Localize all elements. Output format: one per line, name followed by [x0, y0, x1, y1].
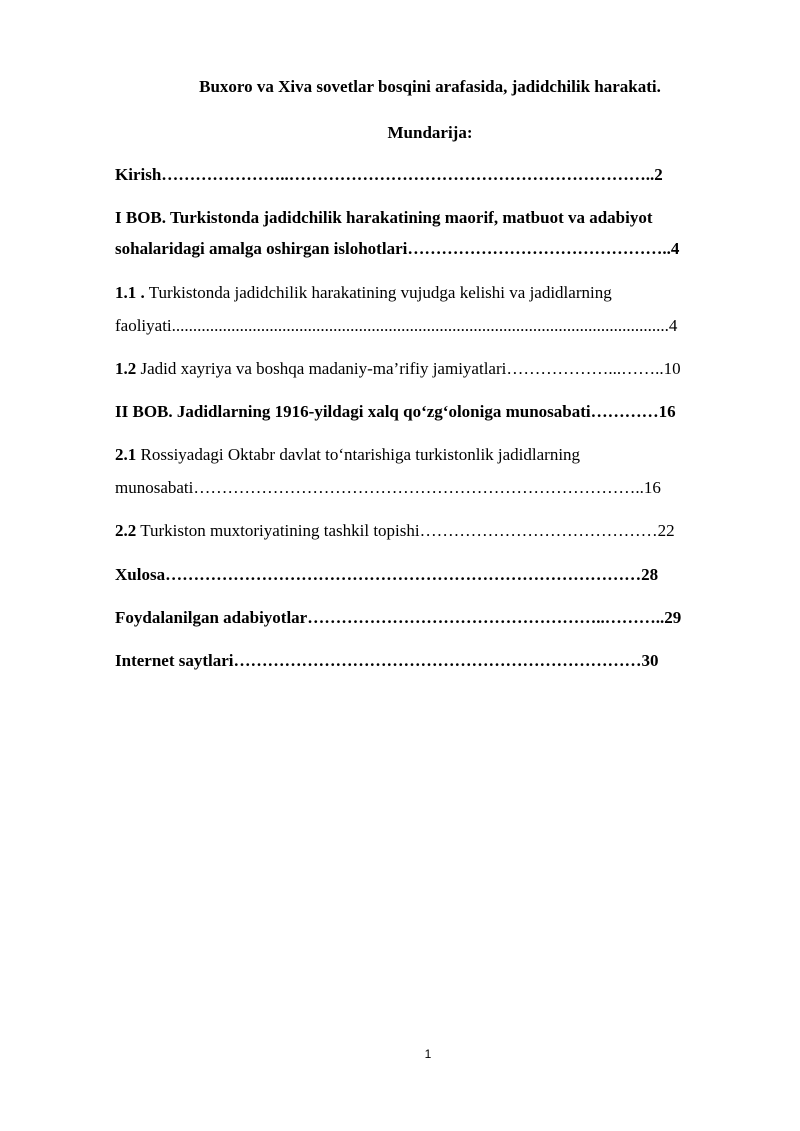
toc-entry-xulosa: Xulosa…………………………………………………………………………28: [115, 565, 659, 584]
toc-entry-2-2: [115, 520, 675, 542]
toc-entry-internet-sites: Internet saytlari………………………………………………………………30: [115, 651, 659, 670]
toc-entry-chapter-1-line-2: sohalaridagi amalga oshirgan islohotlari………………………………………..4: [115, 239, 680, 258]
toc-entry-1-1-text: Turkistonda jadidchilik harakatining vujudga kelishi va jadidlarning: [144, 283, 612, 302]
toc-entry-2-2-text: Turkiston muxtoriyatining tashkil topishi……………………………………22: [136, 521, 675, 540]
toc-entry-chapter-1-line-1: I BOB. Turkistonda jadidchilik harakatining maorif, matbuot va adabiyot: [115, 208, 653, 227]
toc-entry-1-2: [115, 358, 681, 380]
toc-entry-2-1-number: 2.1: [115, 445, 137, 464]
toc-entry-1-1-number: 1.1 .: [115, 283, 145, 302]
toc-entry-chapter-2: II BOB. Jadidlarning 1916-yildagi xalq qo‘zg‘oloniga munosabati…………16: [115, 402, 676, 421]
toc-entry-2-1-text: Rossiyadagi Oktabr davlat to‘ntarishiga turkistonlik jadidlarning: [136, 445, 581, 464]
toc-entry-references: Foydalanilgan adabiyotlar……………………………………………..………..29: [115, 608, 682, 627]
toc-entry-1-1-line-2: faoliyati.....................................................................................................................4: [115, 316, 678, 335]
document-title: Buxoro va Xiva sovetlar bosqini arafasida, jadidchilik harakati.: [199, 77, 661, 96]
toc-entry-1-2-number: 1.2: [115, 359, 137, 378]
toc-entry-1-1-line-1: [115, 282, 612, 304]
toc-entry-1-2-text: Jadid xayriya va boshqa madaniy-ma’rifiy jamiyatlari………………...……..10: [136, 359, 681, 378]
toc-heading: Mundarija:: [387, 123, 473, 142]
toc-entry-2-1-line-2: munosabati……………………………………………………………………..16: [115, 478, 661, 497]
toc-entry-2-1-line-1: [115, 444, 580, 466]
page-number: 1: [424, 1047, 432, 1061]
toc-entry-2-2-number: 2.2: [115, 521, 137, 540]
toc-entry-kirish: Kirish…………………..………………………………………………………..2: [115, 165, 663, 184]
